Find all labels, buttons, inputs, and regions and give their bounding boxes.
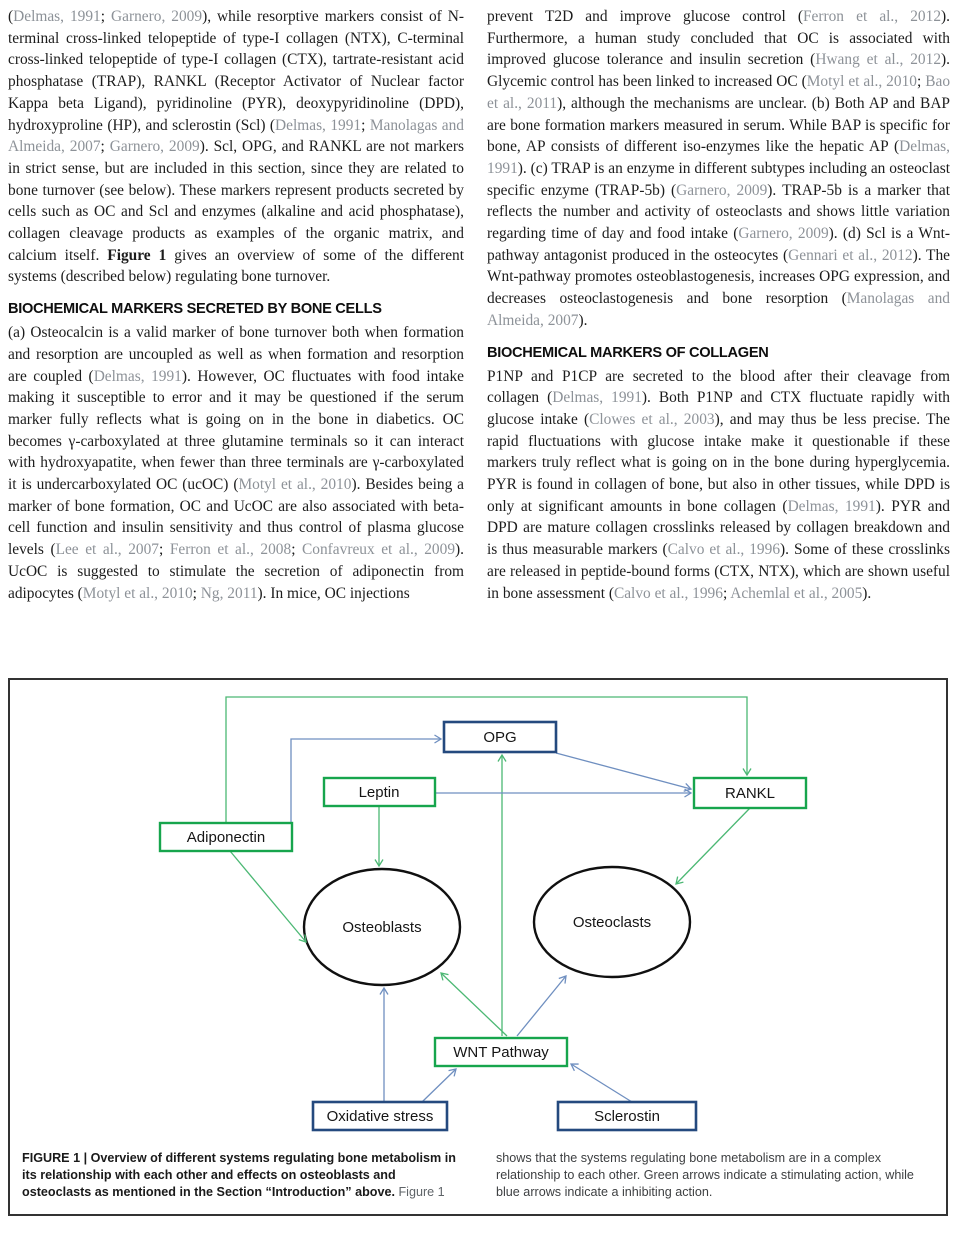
right-column [487, 6, 950, 604]
section-heading-markers-collagen: BIOCHEMICAL MARKERS OF COLLAGEN [487, 344, 769, 361]
arrow-adiponectin-to-rankl [226, 697, 747, 823]
figure-caption-bold-text: FIGURE 1 | Overview of different systems regulating bone metabolism in its relationship with each other and effects on osteoblasts and osteoclasts as mentioned in the Section “Introduction” above. [22, 1151, 456, 1199]
arrow-adiponectin-to-osteoblasts [230, 851, 306, 942]
paragraph-collagen-markers: P1NP and P1CP are secreted to the blood after their cleavage from collagen (Delmas, 1991). Both P1NP and CTX fluctuate rapidly with glucose intake (Clowes et al., 2003), and may thus be less precise. The rapid fluctuations with glucose intake make it questionable if these markers truly reflect what is going on in the bone during hyperglycemia. PYR is found in collagen of bone, but also in other tissues, while DPD is only at significant amounts in bone collagen (Delmas, 1991). PYR and DPD are mature collagen crosslinks released by collagen breakdown and is thus measurable markers (Calvo et al., 1996). Some of these crosslinks are released in peptide-bound forms (CTX, NTX), which are shown useful in bone assessment (Calvo et al., 1996; Achemlal et al., 2005). [487, 367, 950, 602]
paragraph-glucose-control: prevent T2D and improve glucose control (Ferron et al., 2012). Furthermore, a human study concluded that OC is associated with improved glucose tolerance and insulin secretion (Hwang et al., 2012). Glycemic control has been linked to increased OC (Motyl et al., 2010; Bao et al., 2011), although the mechanisms are unclear. (b) Both AP and BAP are bone formation markers measured in serum. While BAP is specific for bone, AP consists of different iso-enzymes like the hepatic AP (Delmas, 1991). (c) TRAP is an enzyme in different subtypes including an osteoclast specific enzyme (TRAP-5b) (Garnero, 2009). TRAP-5b is a marker that reflects the number and activity of osteoclasts and shows little variation regarding time of day and food intake (Garnero, 2009). (d) Scl is a Wnt-pathway antagonist produced in the osteocytes (Gennari et al., 2012). The Wnt-pathway promotes osteoblastogenesis, increases OPG expression, and decreases osteoclastogenesis and bone resorption (Manolagas and Almeida, 2007). [487, 8, 951, 329]
figure-caption-right: shows that the systems regulating bone metabolism are in a complex relationship to each other. Green arrows indicate a stimulating action, while blue arrows indicate a inhibiting action. [496, 1151, 914, 1199]
label-sclerostin: Sclerostin [594, 1108, 660, 1125]
figure-1 [8, 678, 948, 1216]
label-oxidative-stress: Oxidative stress [326, 1108, 434, 1125]
arrow-sclerostin-to-wnt [571, 1064, 632, 1102]
figure-1-caption [22, 1150, 938, 1201]
label-wnt-pathway: WNT Pathway [453, 1044, 549, 1061]
arrow-wnt-to-osteoclasts [517, 976, 566, 1036]
arrow-rankl-to-osteoclasts [676, 808, 750, 884]
label-leptin: Leptin [358, 784, 400, 801]
arrow-wnt-to-osteoblasts [441, 973, 507, 1036]
figure-caption-tail-text: Figure 1 [394, 1185, 445, 1199]
paragraph-osteocalcin: (a) Osteocalcin is a valid marker of bone turnover both when formation and resorption are uncoupled as well as when formation and resorption are coupled (Delmas, 1991). However, OC fluctuates with food intake making it susceptible to error and it may be questioned if the serum marker fully reflects what is going on in the bone in diabetics. OC becomes γ-carboxylated at three glutamine terminals so it can interact with hydroxyapatite, when fewer than three terminals are γ-carboxylated it is undercarboxylated OC (ucOC) (Motyl et al., 2010). Besides being a marker of bone formation, OC and UcOC are also associated with beta-cell function and insulin sensitivity and thus control of plasma glucose levels (Lee et al., 2007; Ferron et al., 2008; Confavreux et al., 2009). UcOC is suggested to stimulate the secretion of adiponectin from adipocytes (Motyl et al., 2010; Ng, 2011). In mice, OC injections [8, 324, 464, 602]
left-column [8, 6, 464, 604]
figure-1-diagram [10, 680, 946, 1148]
label-rankl: RANKL [724, 785, 776, 802]
label-osteoclasts: Osteoclasts [572, 914, 652, 931]
figure-caption-left [22, 1150, 468, 1201]
label-adiponectin: Adiponectin [186, 829, 266, 846]
paragraph-resorptive-markers: (Delmas, 1991; Garnero, 2009), while resorptive markers consist of N-terminal cross-linked telopeptide of type-I collagen (NTX), C-terminal cross-linked telopeptide of type-I collagen (CTX), tartrate-resistant acid phosphatase (TRAP), RANKL (Receptor Activator of Nuclear factor Kappa beta Ligand), pyridinoline (PYR), deoxypyridinoline (DPD), hydroxyproline (HP), and sclerostin (Scl) (Delmas, 1991; Manolagas and Almeida, 2007; Garnero, 2009). Scl, OPG, and RANKL are not markers in strict sense, but are included in this section, since they are related to bone turnover (see below). These markers represent products secreted by cells such as OC and Scl and enzymes (alkaline and acid phosphatase), collagen cleavage products as examples of the organic matrix, and calcium itself. Figure 1 gives an overview of some of the different systems (described below) regulating bone turnover. [8, 8, 465, 286]
arrow-oxidative-to-wnt [422, 1069, 456, 1102]
label-osteoblasts: Osteoblasts [342, 919, 422, 936]
label-opg: OPG [483, 729, 517, 746]
arrow-opg-to-rankl [556, 753, 691, 789]
section-heading-markers-bone-cells: BIOCHEMICAL MARKERS SECRETED BY BONE CELLS [8, 301, 382, 318]
